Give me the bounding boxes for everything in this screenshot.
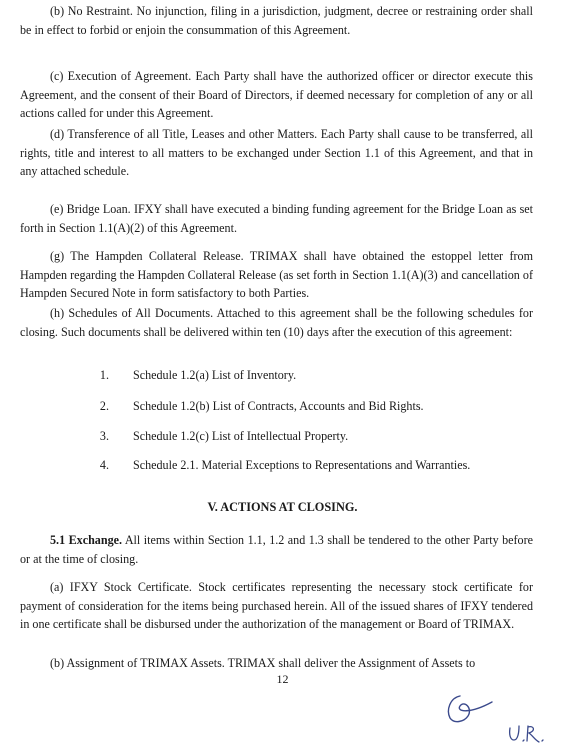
signature-initial-mark [440,688,500,728]
signature-initials [506,722,550,746]
schedule-text: Schedule 1.2(b) List of Contracts, Accounts and Bid Rights. [133,399,424,413]
paragraph-bridge-loan-text: (e) Bridge Loan. IFXY shall have executed a binding funding agreement for the Bridge Loan as set forth in Section 1.1(A)(2) of this Agreement. [20,202,533,235]
schedule-number: 3. [99,429,109,443]
paragraph-transference-text: (d) Transference of all Title, Leases and other Matters. Each Party shall cause to be transferred, all rights, title and interest to all matters to be exchanged under Section 1.1 of this Agreement, and that in any attached schedule. [20,127,533,178]
schedule-number: 2. [99,399,109,413]
paragraph-no-restraint [20,2,533,39]
paragraph-schedules [20,304,533,341]
schedule-text: Schedule 1.2(c) List of Intellectual Property. [133,429,349,443]
paragraph-execution-text: (c) Execution of Agreement. Each Party shall have the authorized officer or director execute this Agreement, and the consent of their Board of Directors, if deemed necessary for completion of any or all actions called for under this Agreement. [20,69,533,120]
schedule-number: 4. [99,458,109,472]
paragraph-transference-of-title [20,125,533,181]
page-number: 12 [276,672,289,686]
section-5-1-label: 5.1 Exchange. [50,533,123,547]
paragraph-exchange [20,531,533,568]
paragraph-bridge-loan [20,200,533,237]
schedule-number: 1. [99,368,109,382]
section-5-1-text: All items within Section 1.1, 1.2 and 1.3 shall be tendered to the other Party before or at the time of closing. [20,533,533,566]
paragraph-no-restraint-text: (b) No Restraint. No injunction, filing in a jurisdiction, judgment, decree or restraining order shall be in effect to forbid or enjoin the consummation of this Agreement. [20,4,533,37]
paragraph-stock-certificate [20,578,533,634]
paragraph-execution-of-agreement [20,67,533,123]
schedule-text: Schedule 1.2(a) List of Inventory. [133,368,297,382]
paragraph-hampden-release [20,247,533,303]
paragraph-assignment-text: (b) Assignment of TRIMAX Assets. TRIMAX shall deliver the Assignment of Assets to [50,656,476,670]
paragraph-schedules-text: (h) Schedules of All Documents. Attached to this agreement shall be the following schedules for closing. Such documents shall be delivered within ten (10) days after the execution of this agreement: [20,306,533,339]
paragraph-stock-certificate-text: (a) IFXY Stock Certificate. Stock certificates representing the necessary stock certificate for payment of consideration for the items being purchased herein. All of the issued shares of IFXY tendered in one certificate shall be disbursed under the authorization of the management or Board of TRIMAX. [20,580,533,631]
schedule-text: Schedule 2.1. Material Exceptions to Representations and Warranties. [133,458,471,472]
paragraph-assignment [20,654,533,673]
paragraph-hampden-text: (g) The Hampden Collateral Release. TRIMAX shall have obtained the estoppel letter from Hampden regarding the Hampden Collateral Release (as set forth in Section 1.1(A)(3) and cancellation of Hampden Secured Note in form satisfactory to both Parties. [20,249,533,300]
section-heading: V. ACTIONS AT CLOSING. [207,500,358,514]
